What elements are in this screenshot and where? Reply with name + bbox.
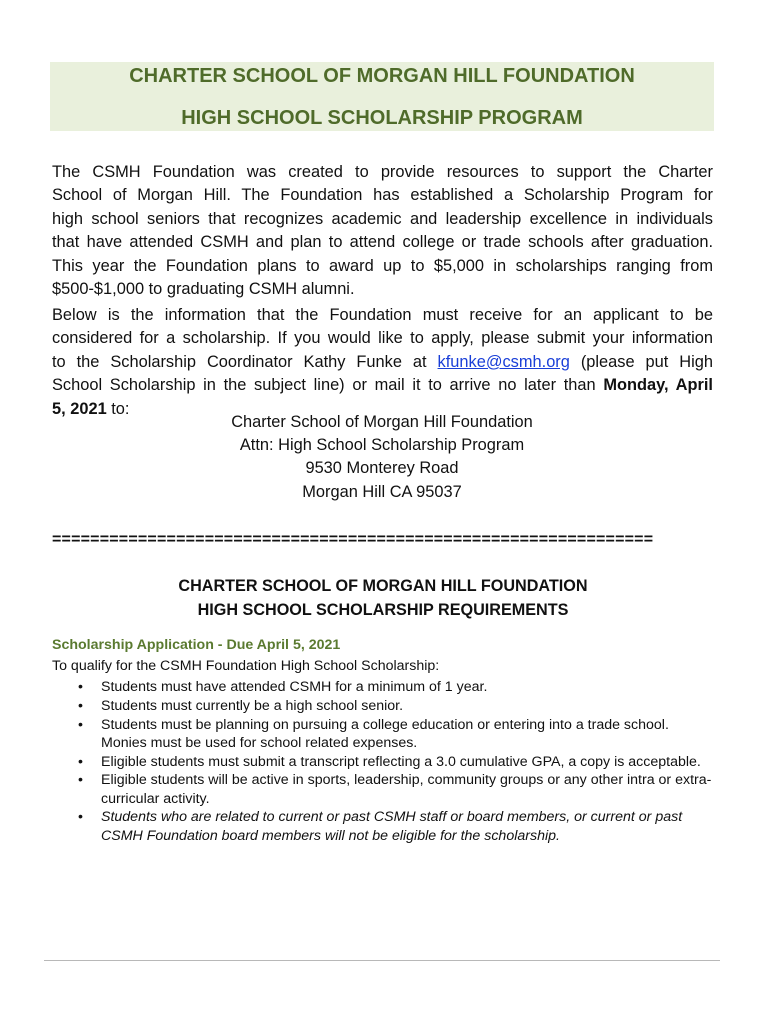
- requirements-list: [52, 678, 712, 845]
- requirement-text: Students must currently be a high school senior.: [101, 697, 404, 714]
- intro-paragraph: [52, 161, 713, 301]
- intro-line: $500-$1,000 to graduating CSMH alumni.: [52, 280, 355, 299]
- bullet-icon: •: [78, 753, 83, 770]
- coordinator-email-link[interactable]: kfunke@csmh.org: [437, 352, 570, 371]
- intro-line: that have attended CSMH and plan to attend college or trade schools after graduation.: [52, 233, 713, 252]
- header-title-line1: CHARTER SCHOOL OF MORGAN HILL FOUNDATION: [129, 65, 635, 87]
- instructions-line: Below is the information that the Foundation must receive for an applicant to be: [52, 306, 713, 324]
- header-banner: [50, 62, 714, 131]
- header-title-line2: HIGH SCHOOL SCHOLARSHIP PROGRAM: [181, 107, 583, 129]
- bullet-icon: •: [78, 697, 83, 714]
- intro-line: high school seniors that recognizes academic and leadership excellence in individuals: [52, 209, 713, 228]
- bullet-icon: •: [78, 716, 83, 733]
- instructions-text: School Scholarship in the subject line) or mail it to arrive no later than: [52, 376, 604, 395]
- requirements-title-line2: HIGH SCHOOL SCHOLARSHIP REQUIREMENTS: [197, 601, 569, 619]
- intro-line: School of Morgan Hill. The Foundation has established a Scholarship Program for: [52, 186, 713, 205]
- instructions-paragraph: [52, 304, 713, 421]
- instructions-text: to:: [106, 399, 130, 418]
- bullet-icon: •: [78, 679, 83, 695]
- bullet-icon: •: [78, 809, 83, 826]
- instructions-line: considered for a scholarship. If you would like to apply, please submit your information: [52, 329, 713, 348]
- address-line: Morgan Hill CA 95037: [302, 482, 462, 501]
- list-item: [52, 771, 712, 807]
- intro-line: The CSMH Foundation was created to provide resources to support the Charter: [52, 163, 713, 181]
- requirement-text: Students who are related to current or past CSMH staff or board members, or current or past CSMH Foundation board members will not be eligible for the scholarship.: [101, 809, 683, 844]
- address-line: 9530 Monterey Road: [305, 459, 459, 478]
- list-item: [52, 716, 712, 752]
- list-item: [52, 697, 712, 715]
- list-item: [52, 808, 712, 844]
- instructions-text: to the Scholarship Coordinator Kathy Funke at: [52, 352, 438, 371]
- instructions-text: (please put High: [569, 352, 713, 371]
- list-item: [52, 678, 712, 696]
- requirement-text: Students must have attended CSMH for a minimum of 1 year.: [101, 679, 488, 695]
- address-line: Charter School of Morgan Hill Foundation: [231, 413, 533, 431]
- instructions-line: [52, 351, 713, 374]
- address-line: Attn: High School Scholarship Program: [239, 436, 525, 455]
- qualify-intro: To qualify for the CSMH Foundation High School Scholarship:: [52, 658, 440, 674]
- equals-separator: ===============================================================: [52, 531, 654, 548]
- instructions-line: [52, 374, 713, 397]
- requirements-title-line1: CHARTER SCHOOL OF MORGAN HILL FOUNDATION: [178, 577, 588, 595]
- deadline-date: 5, 2021: [52, 399, 107, 418]
- list-item: [52, 753, 712, 771]
- requirement-text: Eligible students must submit a transcript reflecting a 3.0 cumulative GPA, a copy is acceptable.: [101, 753, 701, 770]
- mailing-address: [200, 411, 564, 504]
- requirement-text: Students must be planning on pursuing a college education or entering into a trade school. Monies must be used for school related expenses.: [101, 716, 669, 751]
- deadline-date: Monday, April: [603, 376, 713, 395]
- footer-divider: [44, 960, 720, 961]
- bullet-icon: •: [78, 772, 83, 789]
- application-due-heading: Scholarship Application - Due April 5, 2021: [52, 637, 341, 653]
- intro-line: This year the Foundation plans to award up to $5,000 in scholarships ranging from: [52, 256, 713, 275]
- requirement-text: Eligible students will be active in sports, leadership, community groups or any other intra or extra-curricular activity.: [101, 772, 712, 807]
